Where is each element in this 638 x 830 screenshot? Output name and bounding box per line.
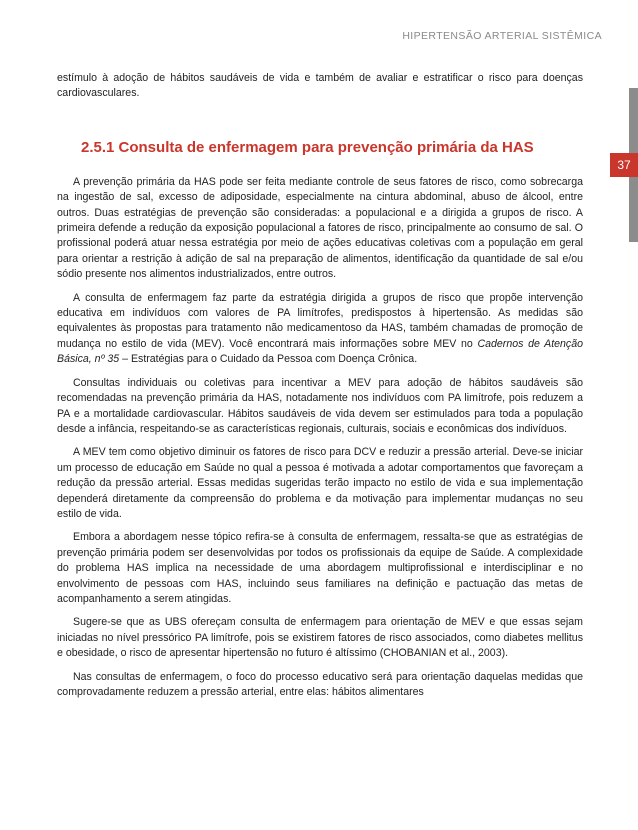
paragraph-2-text: A consulta de enfermagem faz parte da estratégia dirigida a grupos de risco que propõe intervenção educativa em indivíduos com valores de PA limítrofes, predispostos à hipertensão. As medidas são equivalentes às propostas para tratamento não medicamentoso da HAS, também chamadas de promoção de mudança no estilo de vida (MEV). Você encontrará mais informações sobre MEV no [57, 291, 583, 350]
paragraph-4: A MEV tem como objetivo diminuir os fatores de risco para DCV e reduzir a pressão arterial. Deve-se iniciar um processo de educação em Saúde no qual a pessoa é motivada a adotar comportamentos que favoreçam a redução da pressão arterial. Essas medidas sugeridas terão impacto no estilo de vida e sua implementação dependerá diretamente da compreensão do problema e da motivação para implementar mudanças no seu estilo de vida. [57, 446, 583, 520]
paragraph-2-reference: Cadernos de Atenção Básica, nº 35 [57, 337, 584, 366]
paragraph-5: Embora a abordagem nesse tópico refira-se à consulta de enfermagem, ressalta-se que as estratégias de prevenção primária podem ser desenvolvidas por todos os profissionais da equipe de Saúde. A complexidade do problema HAS implica na necessidade de uma abordagem multiprofissional e interdisciplinar e no envolvimento de pessoas com HAS, incluindo seus familiares na definição e pactuação das metas de acompanhamento a serem atingidas. [57, 531, 583, 605]
paragraph-3: Consultas individuais ou coletivas para incentivar a MEV para adoção de hábitos saudáveis são recomendadas na prevenção primária da HAS, notadamente nos indivíduos com PA limítrofe, pois reduzem a PA e a mortalidade cardiovascular. Hábitos saudáveis de vida devem ser estimulados para toda a população desde a infância, respeitando-se as características regionais, culturais, sociais e econômicas dos indivíduos. [57, 376, 583, 435]
paragraph-1: A prevenção primária da HAS pode ser feita mediante controle de seus fatores de risco, como sobrecarga na ingestão de sal, excesso de adiposidade, especialmente na cintura abdominal, abuso de álcool, entre outros. Duas estratégias de prevenção são consideradas: a populacional e a dirigida a grupos de risco. A primeira defende a redução da exposição populacional a fatores de risco, principalmente ao consumo de sal. O profissional poderá atuar nessa estratégia por meio de ações educativas coletivas com a população em geral para orientar a restrição à adição de sal na preparação de alimentos, identificação da quantidade de sal e/ou sódio presente nos alimentos industrializados, entre outros. [57, 175, 583, 281]
page-body [57, 71, 583, 708]
paragraph-7: Nas consultas de enfermagem, o foco do processo educativo será para orientação daquelas medidas que comprovadamente reduzem a pressão arterial, entre elas: hábitos alimentares [57, 670, 583, 698]
section-heading: 2.5.1 Consulta de enfermagem para prevenção primária da HAS [81, 138, 534, 156]
paragraph-2-text-end: – Estratégias para o Cuidado da Pessoa com Doença Crônica. [119, 353, 418, 366]
intro-paragraph: estímulo à adoção de hábitos saudáveis de vida e também de avaliar e estratificar o risco para doenças cardiovasculares. [57, 72, 583, 100]
paragraph-2 [57, 291, 583, 368]
page-number-tab: 37 [610, 153, 638, 177]
paragraph-6: Sugere-se que as UBS ofereçam consulta de enfermagem para orientação de MEV e que essas sejam iniciadas no nível pressórico PA limítrofe, pois se existirem fatores de risco associados, como diabetes mellitus e obesidade, o risco de apresentar hipertensão no futuro é altíssimo (CHOBANIAN et al., 2003). [57, 616, 583, 660]
running-header: HIPERTENSÃO ARTERIAL SISTÊMICA [402, 30, 602, 42]
